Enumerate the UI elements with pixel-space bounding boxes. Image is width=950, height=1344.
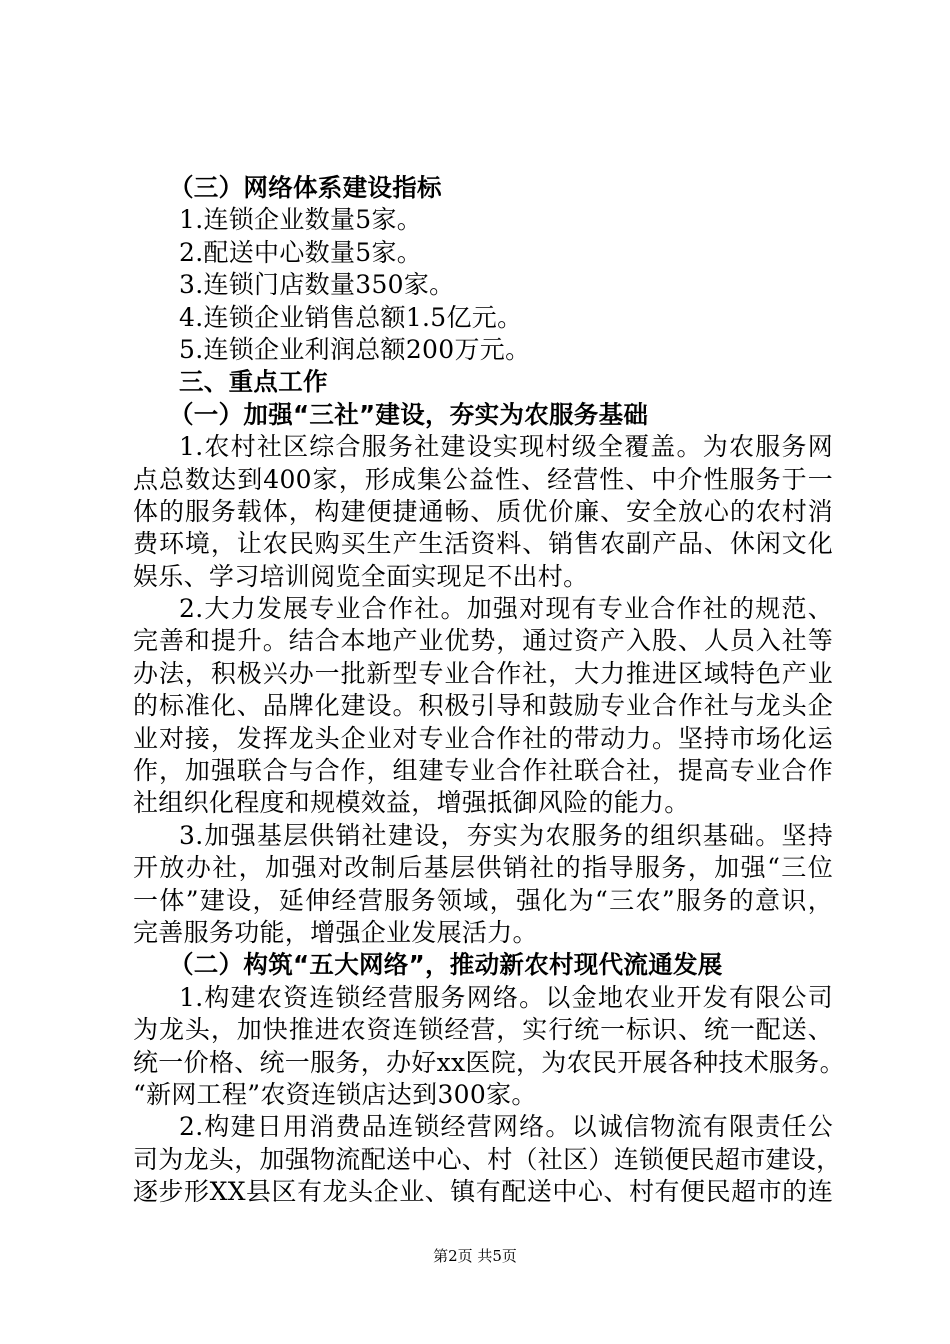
paragraph-line: 娱乐、学习培训阅览全面实现足不出村。	[133, 561, 589, 591]
paragraph-line: 1.构建农资连锁经营服务网络。以金地农业开发有限公司	[179, 982, 833, 1012]
paragraph-line: 1.农村社区综合服务社建设实现村级全覆盖。为农服务网	[179, 432, 833, 462]
paragraph-line: 逐步形XX县区有龙头企业、镇有配送中心、村有便民超市的连	[133, 1177, 833, 1207]
list-item: 2.配送中心数量5家。	[179, 237, 423, 267]
document-body	[133, 172, 845, 1209]
paragraph-line: 体的服务载体，构建便捷通畅、质优价廉、安全放心的农村消	[133, 496, 833, 526]
paragraph-line: 完善服务功能，增强企业发展活力。	[133, 917, 538, 947]
page-footer: 第2页 共5页	[433, 1247, 517, 1265]
paragraph-line: 一体”建设，延伸经营服务领域，强化为“三农”服务的意识，	[133, 885, 833, 915]
paragraph-line: 开放办社，加强对改制后基层供销社的指导服务，加强“三位	[133, 853, 833, 883]
paragraph-line: 完善和提升。结合本地产业优势，通过资产入股、人员入社等	[133, 626, 833, 656]
paragraph-line: 社组织化程度和规模效益，增强抵御风险的能力。	[133, 788, 690, 818]
section-heading: 三、重点工作	[179, 367, 328, 397]
section-heading: （三）网络体系建设指标	[169, 173, 442, 202]
section-heading: （二）构筑“五大网络”，推动新农村现代流通发展	[169, 950, 723, 980]
paragraph-line: 统一价格、统一服务，办好xx医院，为农民开展各种技术服务。	[133, 1047, 845, 1077]
paragraph-line: 作，加强联合与合作，组建专业合作社联合社，提高专业合作	[133, 756, 833, 786]
paragraph-line: 2.大力发展专业合作社。加强对现有专业合作社的规范、	[179, 594, 833, 624]
list-item: 5.连锁企业利润总额200万元。	[179, 334, 531, 364]
paragraph-line: 业对接，发挥龙头企业对专业合作社的带动力。坚持市场化运	[133, 723, 833, 753]
section-heading: （一）加强“三社”建设，夯实为农服务基础	[169, 399, 649, 429]
paragraph-line: 办法，积极兴办一批新型专业合作社，大力推进区域特色产业	[133, 658, 833, 688]
list-item: 4.连锁企业销售总额1.5亿元。	[179, 302, 523, 332]
paragraph-line: 2.构建日用消费品连锁经营网络。以诚信物流有限责任公	[179, 1112, 833, 1142]
paragraph-line: 3.加强基层供销社建设，夯实为农服务的组织基础。坚持	[179, 820, 833, 850]
paragraph-line: 费环境，让农民购买生产生活资料、销售农副产品、休闲文化	[133, 529, 833, 559]
paragraph-line: 的标准化、品牌化建设。积极引导和鼓励专业合作社与龙头企	[133, 691, 833, 721]
paragraph-line: “新网工程”农资连锁店达到300家。	[133, 1079, 537, 1109]
list-item: 1.连锁企业数量5家。	[179, 205, 423, 235]
paragraph-line: 点总数达到400家，形成集公益性、经营性、中介性服务于一	[133, 464, 833, 494]
paragraph-line: 司为龙头，加强物流配送中心、村（社区）连锁便民超市建设，	[133, 1144, 842, 1174]
list-item: 3.连锁门店数量350家。	[179, 270, 455, 300]
paragraph-line: 为龙头，加快推进农资连锁经营，实行统一标识、统一配送、	[133, 1015, 833, 1045]
